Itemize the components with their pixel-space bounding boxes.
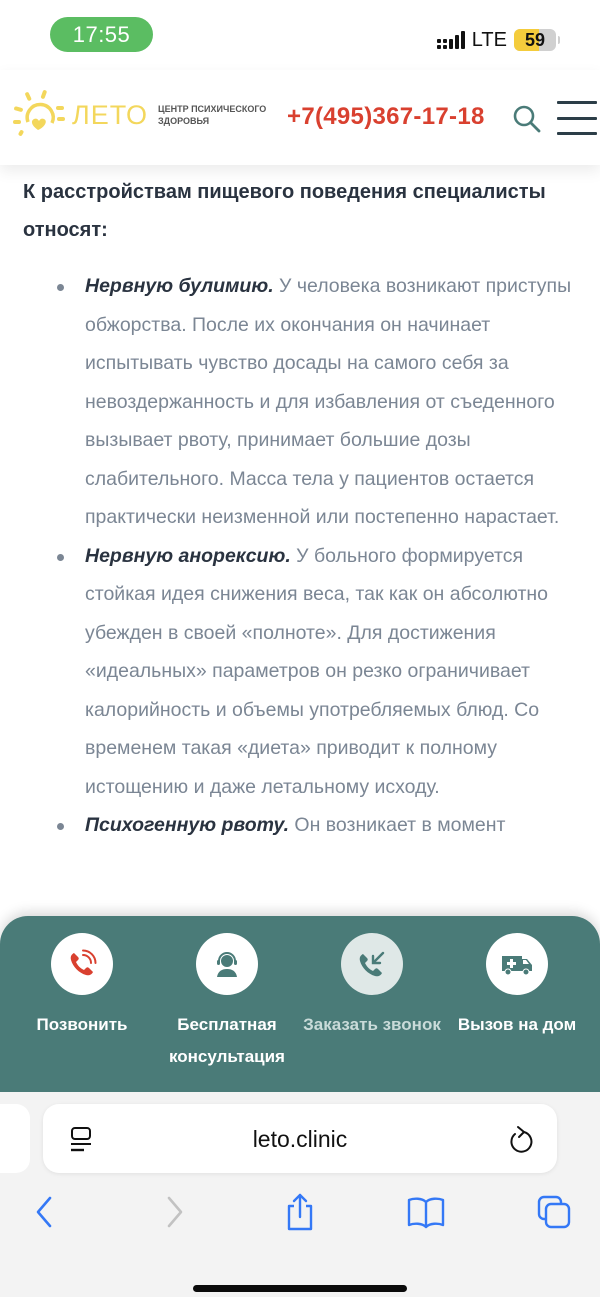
share-icon — [284, 1192, 316, 1232]
list-item-term: Нервную булимию. — [85, 275, 274, 297]
home-visit-button-circle[interactable] — [486, 933, 548, 995]
list-item-term: Психогенную рвоту. — [85, 814, 289, 836]
list-item — [57, 806, 587, 845]
search-button[interactable] — [512, 104, 542, 134]
list-item — [57, 267, 587, 537]
status-bar — [0, 0, 600, 70]
menu-button[interactable] — [557, 101, 597, 135]
bookmarks-button[interactable] — [406, 1192, 446, 1232]
chevron-right-icon — [165, 1195, 185, 1229]
home-visit-label: Вызов на дом — [457, 1015, 577, 1034]
free-consultation-button[interactable] — [152, 916, 302, 1073]
battery-icon — [514, 29, 556, 51]
tabs-icon — [536, 1194, 572, 1230]
operator-headset-icon — [212, 949, 242, 979]
list-item-term: Нервную анорексию. — [85, 544, 291, 567]
logo-wordmark: ЛЕТО — [72, 99, 149, 130]
network-type: LTE — [471, 28, 507, 51]
home-indicator[interactable] — [193, 1285, 407, 1292]
address-bar[interactable] — [43, 1104, 557, 1173]
disorders-list — [57, 267, 587, 845]
previous-tab-preview[interactable] — [0, 1104, 30, 1173]
share-button[interactable] — [280, 1192, 320, 1232]
hamburger-line — [557, 132, 597, 135]
ambulance-icon — [500, 951, 534, 977]
incoming-call-icon — [357, 949, 387, 979]
logo-subtitle: ЦЕНТР ПСИХИЧЕСКОГО ЗДОРОВЬЯ — [158, 104, 267, 126]
list-item-text: У человека возникают приступы обжорства. После их окончания он начинает испытывать чувство досады на самого себя за невоздержанность и для избавления от съеденного вызывает рвоту, принимает большие дозы слабительного. Масса тела у пациентов остается практически неизменной или постепенно нарастает. — [85, 275, 572, 528]
bullet-icon — [57, 284, 64, 291]
list-item-text: У больного формируется стойкая идея снижения веса, так как он абсолютно убежден в своей «полноте». Для достижения «идеальных» параметров он резко ограничивает калорийность и объемы употребляемых блюд. Со временем такая «диета» приводит к полному истощению и даже летальному исходу. — [85, 544, 549, 798]
battery-level: 59 — [524, 29, 546, 50]
browser-chrome — [0, 1092, 600, 1297]
forward-button[interactable] — [155, 1192, 195, 1232]
cellular-signal-icon — [437, 31, 465, 49]
consultation-button-circle[interactable] — [196, 933, 258, 995]
call-label: Позвонить — [36, 1015, 128, 1034]
book-icon — [406, 1195, 446, 1229]
hamburger-line — [557, 117, 597, 120]
quick-actions-panel — [0, 916, 600, 1092]
bullet-icon — [57, 554, 64, 561]
url-text[interactable]: leto.clinic — [252, 1126, 348, 1152]
list-item — [57, 537, 587, 807]
list-item-text: Он возникает в момент — [289, 814, 506, 836]
phone-ringing-icon — [67, 949, 97, 979]
browser-toolbar — [0, 1192, 600, 1232]
chevron-left-icon — [34, 1195, 54, 1229]
site-header — [0, 70, 600, 165]
callback-button-circle[interactable] — [341, 933, 403, 995]
header-phone-link[interactable]: +7(495)367-17-18 — [287, 103, 485, 130]
call-button-circle[interactable] — [51, 933, 113, 995]
article-lead: К расстройствам пищевого поведения специалисты относят: — [23, 181, 546, 241]
status-time: 17:55 — [50, 17, 153, 52]
callback-label: Заказать звонок — [303, 1015, 441, 1034]
tabs-button[interactable] — [534, 1192, 574, 1232]
request-callback-button[interactable] — [297, 916, 447, 1041]
bullet-icon — [57, 823, 64, 830]
back-button[interactable] — [24, 1192, 64, 1232]
call-button[interactable] — [7, 916, 157, 1041]
search-icon — [512, 104, 542, 134]
battery-cap — [558, 36, 560, 44]
hamburger-menu-icon — [557, 101, 597, 104]
status-indicators — [437, 27, 560, 53]
site-logo[interactable] — [12, 90, 268, 140]
reload-icon[interactable] — [507, 1124, 535, 1154]
sun-logo-icon — [12, 90, 70, 140]
consultation-label: Бесплатная консультация — [169, 1015, 285, 1066]
home-visit-button[interactable] — [442, 916, 592, 1041]
